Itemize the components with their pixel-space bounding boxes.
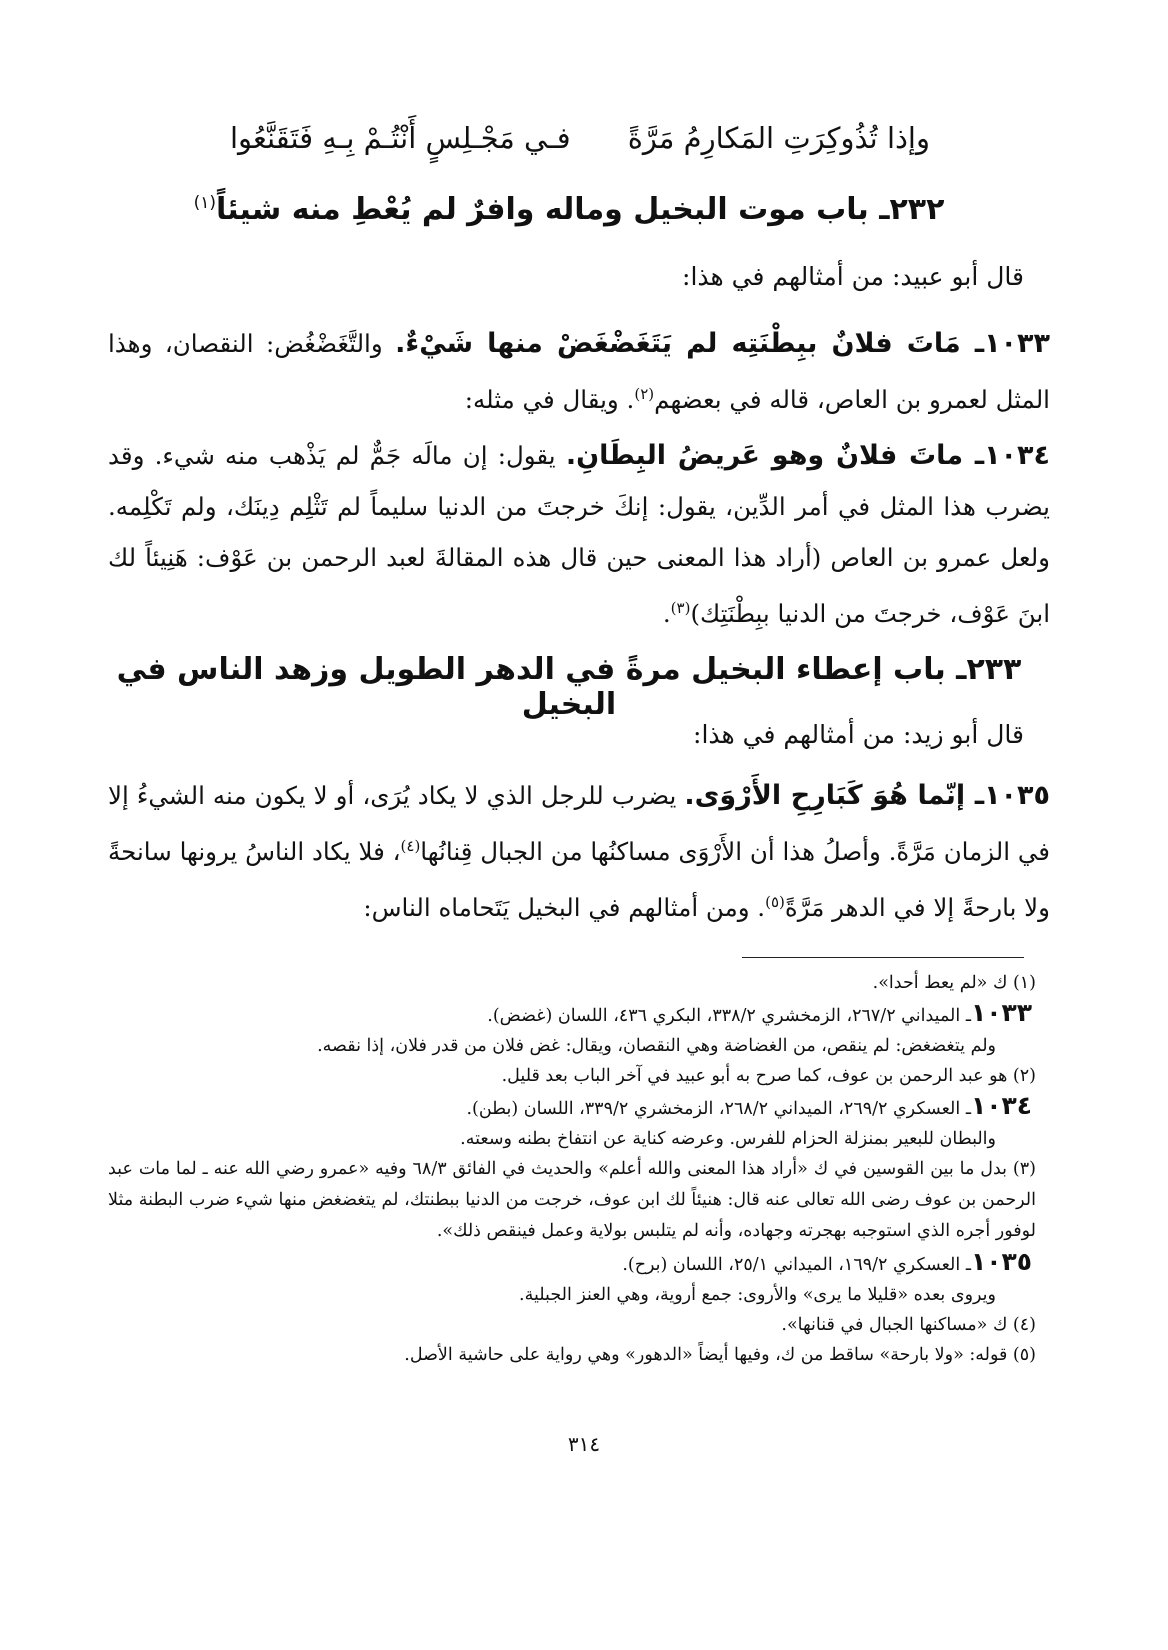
entry-1033-text-end: . ويقال في مثله: [464,385,635,415]
entry-1035-lead: ١٠٣٥ـ إنّما هُوَ كَبَارِحِ الأَرْوَى. [684,780,1050,811]
verse-hemistich-first: وإذا تُذُوكِرَتِ المَكارِمُ مَرَّةً [627,121,930,155]
footnote-2: (٢) هو عبد الرحمن بن عوف، كما صرح به أبو عبيد في آخر الباب بعد قليل. [501,1066,1036,1086]
entry-1033-lead: ١٠٣٣ـ مَاتَ فلانٌ ببِطْنَتِه لم يَتَغَضْغَضْ منها شَيْءٌ. [395,328,1050,359]
footnote-ref-3: (٣) [670,599,691,617]
source-1034 [108,1091,1048,1124]
page-number: ٣١٤ [567,1432,601,1456]
footnote-ref-4: (٤) [400,837,421,855]
source-1033 [108,998,1048,1031]
source-1035-text: ـ العسكري ١٦٩/٢، الميداني ٢٥/١، اللسان (برح). [622,1255,971,1275]
source-1035 [108,1247,1048,1280]
source-1033-number: ١٠٣٣ [970,998,1032,1027]
source-1033-note: ولم يتغضغض: لم ينقص، من الغضاضة وهي النقصان، ويقال: غض فلان من قدر فلان، إذا نقصه. [317,1036,996,1056]
entry-1033-text: والتَّغَضْغُض: النقصان، وهذا المثل لعمرو بن العاص، قاله في بعضهم [108,329,1050,415]
entry-1034-lead: ١٠٣٤ـ ماتَ فلانٌ وهو عَريضُ البِطَانِ. [565,440,1050,471]
chapter-232-intro: قال أبو عبيد: من أمثالهم في هذا: [682,262,1024,291]
source-1035-note: ويروى بعده «قليلا ما يرى» والأروى: جمع أروية، وهي العنز الجبلية. [519,1285,996,1305]
source-1033-text: ـ الميداني ٢٦٧/٢، الزمخشري ٣٣٨/٢، البكري ٤٣٦، اللسان (غضض). [487,1006,971,1026]
entry-1033 [108,318,1050,425]
entry-1035-text-end: . ومن أمثالهم في البخيل يَتَحاماه الناس: [363,893,766,923]
footnote-separator [742,957,1024,958]
entry-1034 [108,430,1050,639]
chapter-233-intro: قال أبو زيد: من أمثالهم في هذا: [693,720,1024,749]
entry-1035-text: يضرب للرجل الذي لا يكاد يُرَى، أو لا يكون منه الشيءُ إلا في الزمان مَرَّةً. وأصلُ هذا أن الأَرْوَى مساكنُها من الجبال قِنانُها [108,781,1050,867]
chapter-232-heading [110,192,1028,227]
footnote-1: (١) ك «لم يعط أحدا». [872,973,1036,993]
entry-1035-text-mid: ، فلا يكاد الناسُ يرونها سانحةً ولا بارحةً إلا في الدهر مَرَّةً [108,837,1050,923]
footnote-ref-1: (١) [193,193,216,213]
entry-1035 [108,770,1050,933]
source-1035-number: ١٠٣٥ [970,1247,1032,1276]
entry-1034-text: يقول: إن مالَه جَمٌّ لم يَذْهب منه شيء. وقد يضرب هذا المثل في أمر الدِّين، يقول: إنكَ خرجتَ من الدنيا سليماً لم تَثْلِم دِينَك، ولم تَكْلِمه. ولعل عمرو بن العاص (أراد هذا المعنى حين قال هذه المقالةَ لعبد الرحمن بن عَوْف: هَنِيئاً لك ابنَ عَوْف، خرجتَ من الدنيا ببِطْنَتِك) [108,441,1050,629]
chapter-233-heading [110,652,1028,722]
footnote-3: (٣) بدل ما بين القوسين في ك «أراد هذا المعنى والله أعلم» والحديث في الفائق ٦٨/٣ وفيه «عمرو رضي الله عنه ـ لما مات عبد الرحمن بن عوف رضى الله تعالى عنه قال: هنيئاً لك ابن عوف، خرجت من الدنيا ببطنتك، لم يتغضغض منها شيء ضرب البطنة مثلا لوفور أجره الذي استوجبه بهجرته وجهاده، وأنه لم يتلبس بولاية وعمل فينقص ذلك». [108,1159,1036,1241]
entry-1034-text-end: . [662,599,671,629]
source-1034-number: ١٠٣٤ [970,1091,1032,1120]
footnote-4: (٤) ك «مساكنها الجبال في قنانها». [781,1315,1036,1335]
footnote-ref-5: (٥) [765,893,785,912]
chapter-233-title: ٢٣٣ـ باب إعطاء البخيل مرةً في الدهر الطويل وزهد الناس في البخيل [116,652,1022,722]
chapter-232-title: ٢٣٢ـ باب موت البخيل وماله وافرٌ لم يُعْطِ منه شيئاً [216,192,945,227]
source-1034-text: ـ العسكري ٢٦٩/٢، الميداني ٢٦٨/٢، الزمخشري ٣٣٩/٢، اللسان (بطن). [466,1099,971,1119]
footnotes [108,968,1048,1370]
poem-verse [230,112,930,164]
footnote-ref-2: (٢) [634,385,655,403]
footnote-5: (٥) قوله: «ولا بارحة» ساقط من ك، وفيها أيضاً «الدهور» وهي رواية على حاشية الأصل. [404,1345,1036,1365]
source-1034-note: والبطان للبعير بمنزلة الحزام للفرس. وعرضه كناية عن انتفاخ بطنه وسعته. [460,1129,996,1149]
verse-hemistich-second: فـي مَجْـلِسٍ أَنْتُـمْ بِـهِ فَتَقَنَّعُوا [230,121,571,155]
